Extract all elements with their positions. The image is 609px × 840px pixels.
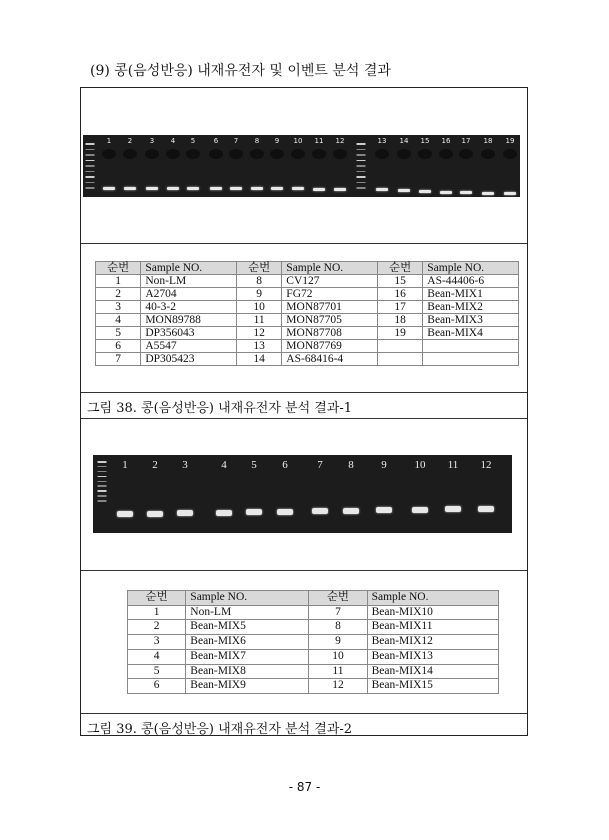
well [145,149,159,159]
dna-band [246,509,262,515]
ladder-band [86,149,95,151]
lane-label: 11 [447,459,459,471]
sample-number-cell: 1 [128,605,186,620]
sample-number-cell: 9 [309,635,367,650]
sample-name-cell: Bean-MIX14 [367,664,498,679]
sample-number-cell: 6 [96,340,141,353]
lane-label: 12 [335,137,345,145]
sample-number-cell: 17 [377,301,422,314]
dna-band [251,187,263,190]
divider [81,713,527,714]
dna-band [445,506,461,512]
well [481,149,495,159]
lane-label: 8 [348,459,354,471]
ladder-band [98,485,107,487]
sample-number-cell: 12 [309,679,367,694]
ladder-band [357,143,366,145]
column-header: 순번 [309,591,367,606]
column-header: Sample NO. [423,262,519,275]
well [397,149,411,159]
table-row [128,635,499,650]
ladder-band [357,160,366,162]
divider [81,418,527,419]
table-row [96,288,519,301]
lane-label: 13 [377,137,387,145]
sample-name-cell: Non-LM [186,605,309,620]
ladder-band [98,495,107,497]
well [459,149,473,159]
sample-name-cell: Bean-MIX4 [423,327,519,340]
sample-number-cell: 1 [96,275,141,288]
column-header: Sample NO. [282,262,378,275]
table-row [96,340,519,353]
well [123,149,137,159]
ladder-band [98,500,107,502]
dna-band [412,507,428,513]
lane-label: 7 [317,459,323,471]
sample-name-cell: Bean-MIX2 [423,301,519,314]
dna-band [312,508,328,514]
sample-name-cell: Bean-MIX11 [367,620,498,635]
well [418,149,432,159]
sample-number-cell [377,340,422,353]
lane-label: 3 [182,459,188,471]
sample-name-cell: MON89788 [141,314,237,327]
ladder-band [357,171,366,173]
well [333,149,347,159]
sample-number-cell: 19 [377,327,422,340]
ladder-band [86,176,95,178]
sample-name-cell [423,340,519,353]
dna-band [419,190,431,193]
sample-number-cell: 11 [236,314,281,327]
sample-number-cell: 5 [96,327,141,340]
page-number: - 87 - [288,780,321,794]
sample-number-cell: 6 [128,679,186,694]
well [291,149,305,159]
ladder-band [98,490,107,492]
sample-name-cell: MON87769 [282,340,378,353]
sample-name-cell: DP356043 [141,327,237,340]
ladder-band [86,182,95,184]
lane-label: 5 [190,137,196,145]
table-row [96,301,519,314]
ladder-band [357,154,366,156]
sample-name-cell: MON87705 [282,314,378,327]
lane-label: 8 [254,137,260,145]
ladder-band [86,187,95,189]
sample-name-cell: Bean-MIX6 [186,635,309,650]
ladder-band [86,165,95,167]
lane-label: 15 [420,137,430,145]
sample-name-cell: MON87701 [282,301,378,314]
sample-number-cell: 10 [236,301,281,314]
column-header: 순번 [377,262,422,275]
sample-name-cell: Bean-MIX12 [367,635,498,650]
column-header: 순번 [128,591,186,606]
lane-label: 10 [293,137,303,145]
sample-number-cell: 3 [96,301,141,314]
sample-name-cell: MON87708 [282,327,378,340]
well [209,149,223,159]
sample-name-cell: Bean-MIX3 [423,314,519,327]
sample-name-cell: Bean-MIX10 [367,605,498,620]
table-row [96,327,519,340]
well [102,149,116,159]
sample-number-cell: 7 [309,605,367,620]
sample-name-cell: AS-68416-4 [282,353,378,366]
ladder-band [86,143,95,145]
sample-number-cell: 12 [236,327,281,340]
dna-band [216,510,232,516]
well [250,149,264,159]
lane-label: 14 [399,137,409,145]
sample-name-cell: FG72 [282,288,378,301]
sample-number-cell [377,353,422,366]
ladder-band [98,476,107,478]
dna-band [271,187,283,190]
dna-band [277,509,293,515]
lane-label: 11 [314,137,324,145]
well [439,149,453,159]
ladder-band [98,471,107,473]
sample-name-cell: Bean-MIX1 [423,288,519,301]
dna-band [167,187,179,190]
sample-number-cell: 14 [236,353,281,366]
dna-band [117,511,133,517]
lane-label: 9 [381,459,387,471]
sample-name-cell: 40-3-2 [141,301,237,314]
sample-table-2 [127,590,499,694]
table-row [96,353,519,366]
figure-caption-39: 그림 39. 콩(음성반응) 내재유전자 분석 결과-2 [87,722,353,737]
dna-band [460,191,472,194]
ladder-band [357,149,366,151]
well [166,149,180,159]
sample-number-cell: 11 [309,664,367,679]
lane-label: 3 [149,137,155,145]
lane-label: 17 [461,137,471,145]
lane-label: 4 [221,459,227,471]
lane-label: 5 [251,459,257,471]
lane-label: 1 [122,459,128,471]
ladder-band [98,461,107,463]
column-header: 순번 [96,262,141,275]
sample-number-cell: 13 [236,340,281,353]
dna-band [376,188,388,191]
ladder-band [357,176,366,178]
sample-number-cell: 8 [236,275,281,288]
sample-name-cell: A2704 [141,288,237,301]
sample-name-cell [423,353,519,366]
dna-band [376,507,392,513]
sample-number-cell: 2 [96,288,141,301]
sample-number-cell: 15 [377,275,422,288]
ladder-band [86,171,95,173]
lane-label: 2 [152,459,158,471]
dna-band [187,187,199,190]
sample-number-cell: 8 [309,620,367,635]
well [375,149,389,159]
table-row [128,679,499,694]
lane-label: 16 [441,137,451,145]
dna-band [147,511,163,517]
sample-number-cell: 2 [128,620,186,635]
dna-band [398,189,410,192]
dna-band [210,187,222,190]
divider [81,570,527,571]
dna-band [440,191,452,194]
table-row [128,664,499,679]
dna-band [177,510,193,516]
well [503,149,517,159]
dna-band [124,187,136,190]
ladder-band [357,165,366,167]
sample-number-cell: 5 [128,664,186,679]
sample-name-cell: CV127 [282,275,378,288]
sample-name-cell: Bean-MIX15 [367,679,498,694]
sample-name-cell: A5547 [141,340,237,353]
dna-band [334,188,346,191]
sample-name-cell: DP305423 [141,353,237,366]
dna-band [478,506,494,512]
sample-table-1 [95,261,519,366]
table-row [128,605,499,620]
table-header-row [96,262,519,275]
dna-band [482,192,494,195]
table-row [96,314,519,327]
sample-number-cell: 18 [377,314,422,327]
well [312,149,326,159]
sample-name-cell: Bean-MIX5 [186,620,309,635]
ladder-band [86,154,95,156]
ladder-band [357,187,366,189]
lane-label: 19 [505,137,515,145]
dna-band [230,187,242,190]
column-header: 순번 [236,262,281,275]
well [186,149,200,159]
well [270,149,284,159]
ladder-band [98,481,107,483]
ladder-band [98,466,107,468]
gel-image-1 [83,135,520,197]
sample-name-cell: Bean-MIX9 [186,679,309,694]
lane-label: 2 [127,137,133,145]
sample-number-cell: 10 [309,649,367,664]
dna-band [343,508,359,514]
lane-label: 18 [483,137,493,145]
dna-band [313,188,325,191]
lane-label: 10 [414,459,426,471]
sample-number-cell: 4 [128,649,186,664]
sample-number-cell: 16 [377,288,422,301]
dna-band [504,192,516,195]
figure-caption-38: 그림 38. 콩(음성반응) 내재유전자 분석 결과-1 [87,401,353,416]
lane-label: 6 [282,459,288,471]
lane-label: 9 [274,137,280,145]
lane-label: 7 [233,137,239,145]
column-header: Sample NO. [367,591,498,606]
sample-number-cell: 7 [96,353,141,366]
dna-band [146,187,158,190]
sample-number-cell: 9 [236,288,281,301]
well [229,149,243,159]
lane-label: 12 [480,459,492,471]
lane-label: 4 [170,137,176,145]
section-title: (9) 콩(음성반응) 내재유전자 및 이벤트 분석 결과 [90,63,391,79]
sample-name-cell: Non-LM [141,275,237,288]
divider [81,392,527,393]
table-row [128,620,499,635]
sample-name-cell: Bean-MIX13 [367,649,498,664]
divider [81,243,527,244]
ladder-band [357,182,366,184]
dna-band [103,187,115,190]
sample-name-cell: AS-44406-6 [423,275,519,288]
table-row [96,275,519,288]
column-header: Sample NO. [141,262,237,275]
column-header: Sample NO. [186,591,309,606]
table-header-row [128,591,499,606]
table-row [128,649,499,664]
sample-name-cell: Bean-MIX7 [186,649,309,664]
sample-number-cell: 3 [128,635,186,650]
sample-number-cell: 4 [96,314,141,327]
sample-name-cell: Bean-MIX8 [186,664,309,679]
dna-band [292,187,304,190]
lane-label: 6 [213,137,219,145]
lane-label: 1 [106,137,112,145]
ladder-band [86,160,95,162]
gel-image-2 [93,455,512,533]
